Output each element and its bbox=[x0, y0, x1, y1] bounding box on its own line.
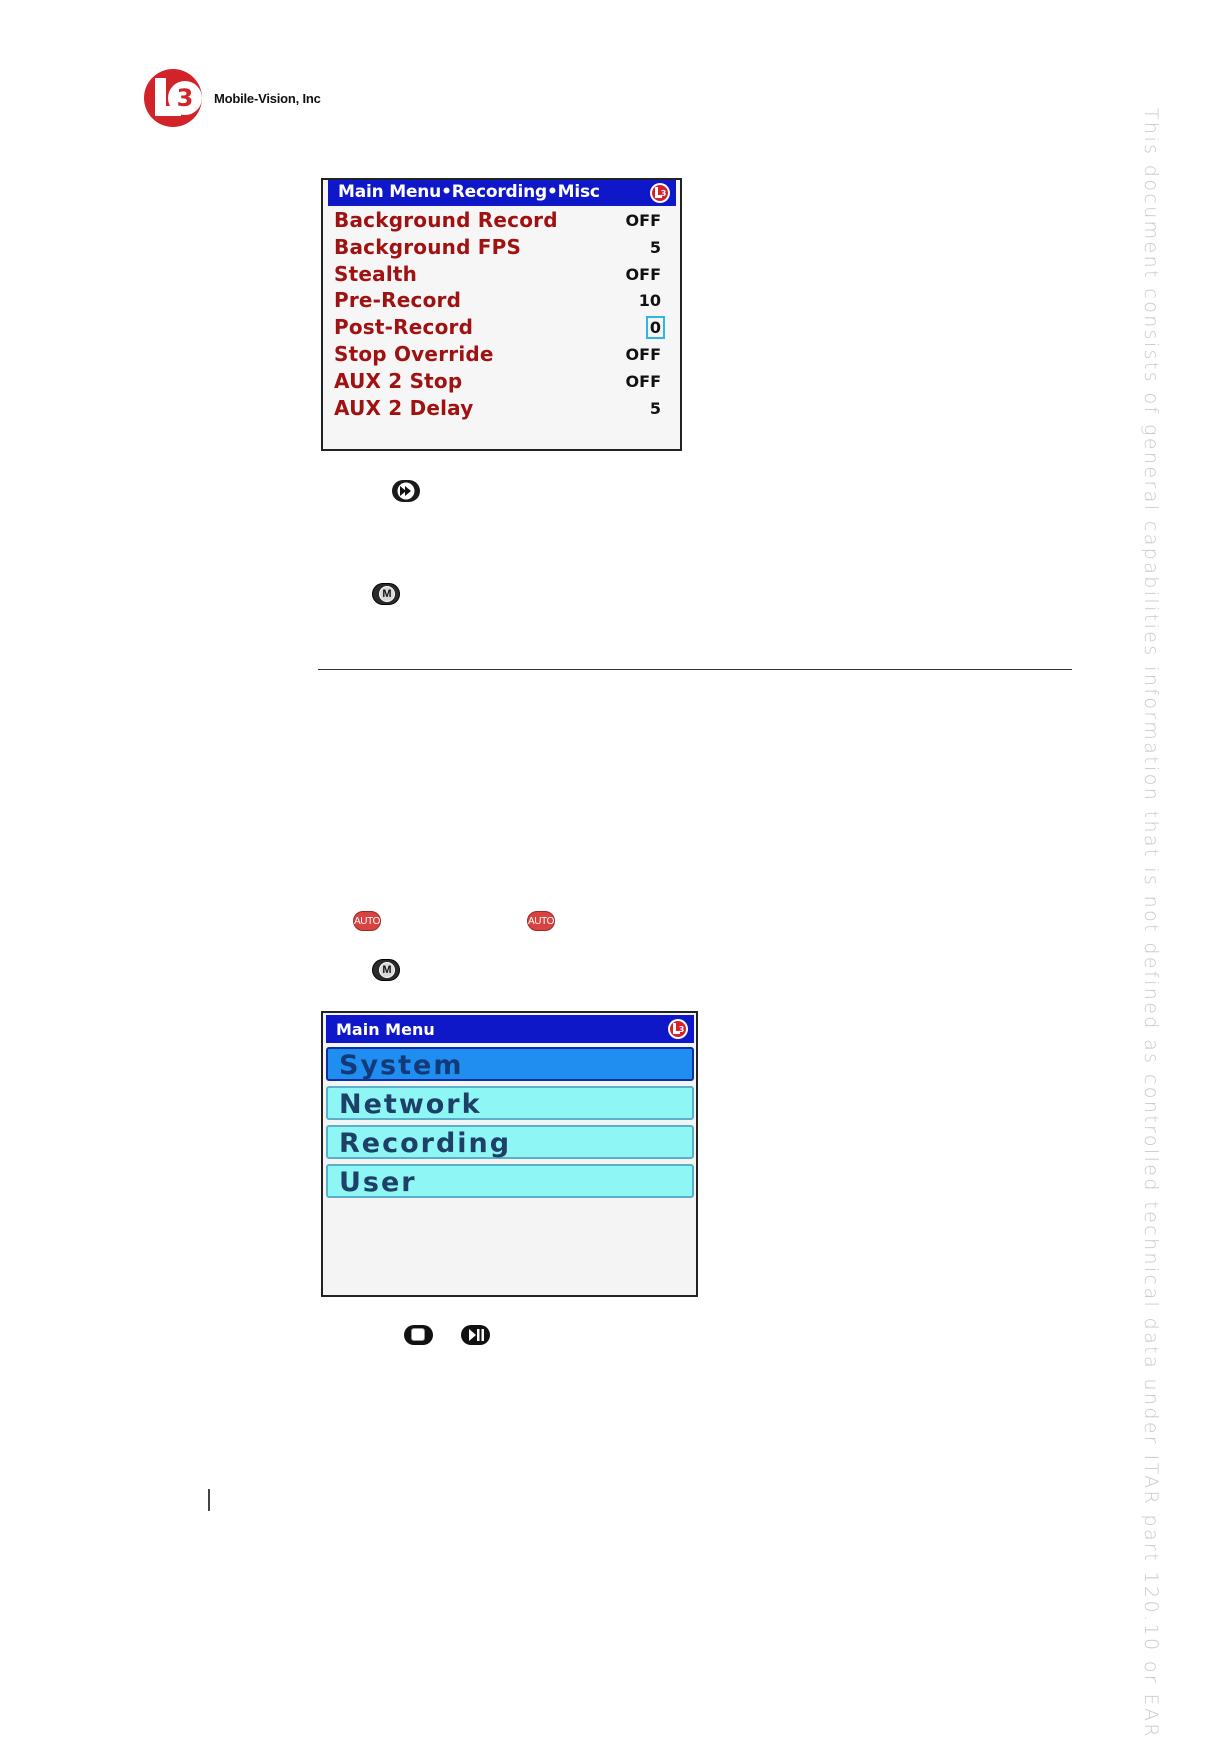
setting-label: Post-Record bbox=[334, 315, 474, 340]
svg-text:3: 3 bbox=[660, 189, 667, 198]
menu-button-icon bbox=[372, 959, 400, 981]
fast-forward-icon bbox=[392, 480, 420, 502]
screen-title: Main Menu bbox=[336, 1020, 435, 1039]
menu-item-recording[interactable] bbox=[326, 1125, 694, 1159]
menu-item-system[interactable] bbox=[326, 1047, 694, 1081]
menu-item-network[interactable] bbox=[326, 1086, 694, 1120]
stop-button-icon bbox=[404, 1325, 433, 1345]
setting-value: 5 bbox=[649, 237, 661, 257]
screen-title-bar bbox=[328, 180, 676, 206]
setting-row-stop-override[interactable] bbox=[323, 342, 680, 369]
menu-item-label: User bbox=[339, 1167, 417, 1198]
setting-label: AUX 2 Delay bbox=[334, 395, 474, 420]
screen-title: Main Menu•Recording•Misc bbox=[338, 182, 600, 202]
setting-row-stealth[interactable] bbox=[323, 262, 680, 289]
setting-value: 10 bbox=[638, 291, 661, 311]
setting-value-selected[interactable]: 0 bbox=[646, 316, 665, 339]
settings-list bbox=[323, 208, 680, 422]
setting-row-background-record[interactable] bbox=[323, 208, 680, 235]
section-divider bbox=[318, 669, 1072, 670]
play-pause-button-icon bbox=[461, 1325, 490, 1345]
setting-row-aux2-stop[interactable] bbox=[323, 369, 680, 396]
l3-badge-icon bbox=[649, 182, 671, 204]
setting-label: AUX 2 Stop bbox=[334, 368, 463, 393]
setting-value: OFF bbox=[625, 371, 661, 391]
auto-button-icon: AUTO bbox=[527, 911, 555, 931]
page-footer-marker bbox=[208, 1489, 210, 1511]
setting-row-pre-record[interactable] bbox=[323, 288, 680, 315]
company-name: Mobile-Vision, Inc bbox=[214, 91, 321, 106]
menu-item-label: System bbox=[339, 1050, 464, 1081]
menu-item-label: Recording bbox=[339, 1128, 512, 1159]
menu-item-label: Network bbox=[339, 1089, 482, 1120]
menu-button-letter: M bbox=[379, 586, 395, 602]
setting-label: Pre-Record bbox=[334, 288, 462, 313]
svg-text:3: 3 bbox=[678, 1025, 685, 1034]
l3-logo-icon bbox=[143, 68, 207, 128]
menu-button-icon bbox=[372, 583, 400, 605]
setting-row-background-fps[interactable] bbox=[323, 235, 680, 262]
misc-settings-screen bbox=[321, 178, 682, 451]
setting-row-aux2-delay[interactable] bbox=[323, 396, 680, 423]
itar-watermark: This document consists of general capabilities information that is not defined as controlled technical data under ITAR part 120.10 or EAR bbox=[1140, 108, 1162, 1739]
menu-item-user[interactable] bbox=[326, 1164, 694, 1198]
setting-label: Background Record bbox=[334, 208, 558, 232]
setting-label: Background FPS bbox=[334, 234, 522, 259]
screen-title-bar bbox=[326, 1015, 694, 1043]
setting-value: OFF bbox=[625, 264, 661, 284]
main-menu-list bbox=[326, 1047, 694, 1203]
l3-badge-icon bbox=[667, 1018, 689, 1040]
setting-value: OFF bbox=[625, 211, 661, 230]
setting-value: OFF bbox=[625, 344, 661, 364]
setting-value: 5 bbox=[649, 398, 661, 418]
auto-button-icon: AUTO bbox=[353, 911, 381, 931]
setting-row-post-record[interactable] bbox=[323, 315, 680, 342]
svg-text:3: 3 bbox=[176, 84, 194, 112]
setting-label: Stop Override bbox=[334, 341, 494, 366]
setting-label: Stealth bbox=[334, 261, 418, 286]
menu-button-letter: M bbox=[379, 962, 395, 978]
main-menu-screen bbox=[321, 1011, 698, 1297]
